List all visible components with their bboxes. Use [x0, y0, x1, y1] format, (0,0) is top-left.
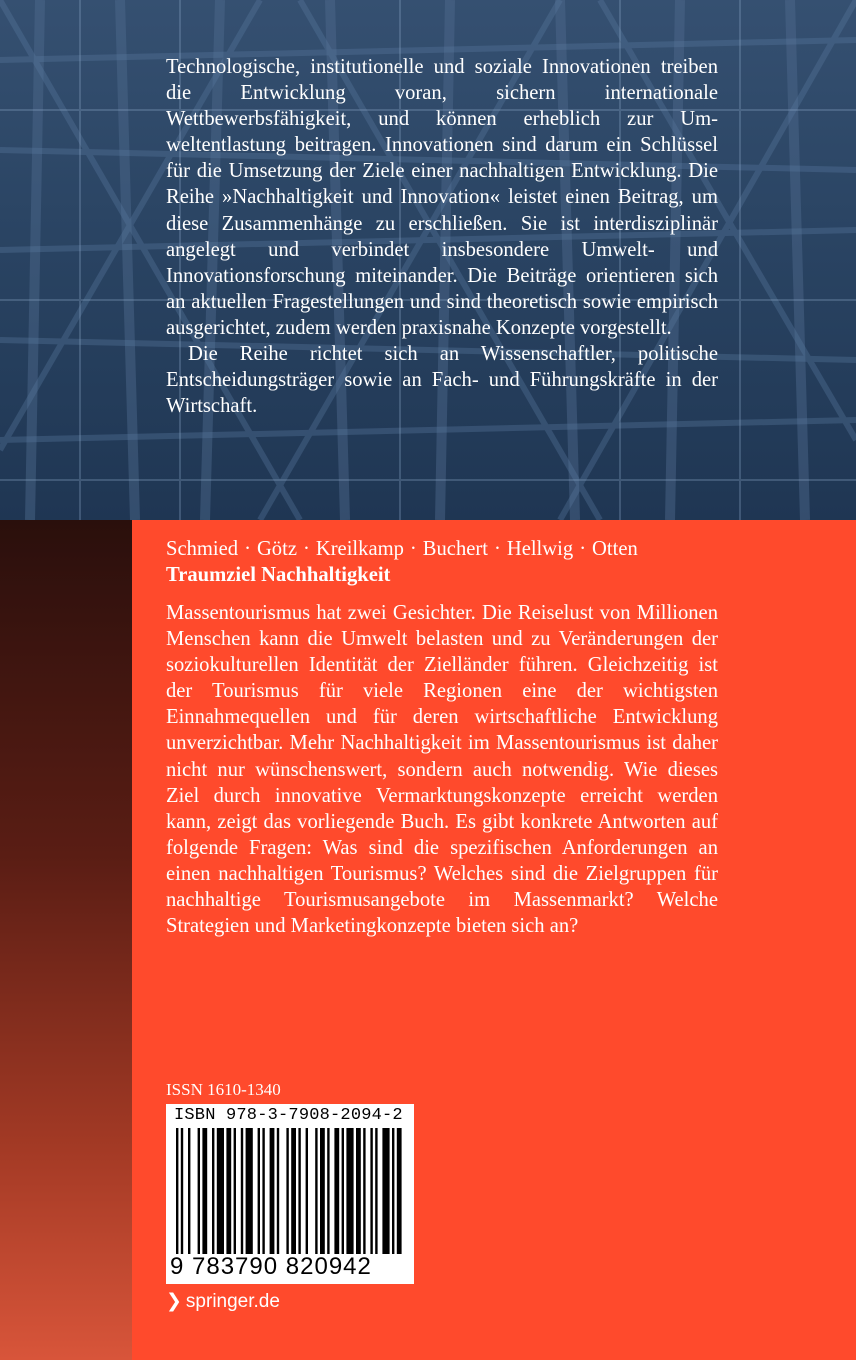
publisher-link[interactable]	[166, 1290, 280, 1314]
barcode-bar	[262, 1128, 264, 1254]
isbn-text: ISBN 978-3-7908-2094-2	[174, 1106, 403, 1125]
chevron-right-icon: ❯	[166, 1291, 182, 1312]
author-name: Otten	[592, 538, 638, 560]
series-description	[166, 54, 718, 419]
barcode-bar	[334, 1128, 339, 1254]
barcode-bar	[217, 1128, 224, 1254]
barcode-bar	[212, 1128, 214, 1254]
barcode-bar	[397, 1128, 402, 1254]
barcode-bar	[176, 1128, 178, 1254]
barcode-bar	[298, 1128, 300, 1254]
barcode-bar	[181, 1128, 183, 1254]
author-name: Buchert	[422, 538, 488, 560]
barcode-bar	[370, 1128, 372, 1254]
author-separator: ·	[493, 538, 501, 560]
barcode-bars	[174, 1128, 406, 1254]
barcode-bar	[241, 1128, 243, 1254]
barcode-bar	[188, 1128, 190, 1254]
author-name: Kreilkamp	[315, 538, 404, 560]
barcode-bar	[270, 1128, 275, 1254]
author-name: Hellwig	[506, 538, 574, 560]
barcode-bar	[277, 1128, 279, 1254]
series-panel	[0, 0, 856, 520]
barcode-bar	[375, 1128, 377, 1254]
barcode-bar	[234, 1128, 236, 1254]
barcode-bar	[346, 1128, 353, 1254]
barcode-label	[166, 1104, 414, 1284]
author-separator: ·	[579, 538, 587, 560]
author-name: Schmied	[166, 538, 239, 560]
barcode-bar	[258, 1128, 260, 1254]
barcode-bar	[382, 1128, 389, 1254]
barcode-bar	[202, 1128, 207, 1254]
barcode-bar	[246, 1128, 253, 1254]
publisher-url: springer.de	[185, 1291, 280, 1312]
issn-label: ISSN 1610-1340	[166, 1080, 281, 1099]
barcode-bar	[306, 1128, 308, 1254]
ean-digits: 9 783790 820942	[170, 1253, 372, 1280]
barcode-bar	[226, 1128, 231, 1254]
book-description	[166, 600, 718, 939]
barcode-bar	[392, 1128, 394, 1254]
barcode-bar	[286, 1128, 288, 1254]
barcode-bar	[198, 1128, 200, 1254]
barcode-bar	[342, 1128, 344, 1254]
book-title: Traumziel Nachhaltigkeit	[166, 564, 391, 586]
series-paragraph-1: Technologische, institutionelle und soziale Innovationen treiben die Entwicklung voran, sichern internationale Wettbewerbsfähigkeit, und können erheblich zur Umweltentlastung beitragen. Innovationen sind darum ein Schlüssel für die Umsetzung der Ziele einer nachhaltigen Entwicklung. Die Reihe »Nachhaltigkeit und Innovation« leistet einen Beitrag, um diese Zusammenhänge zu erschließen. Sie ist interdisziplinär angelegt und verbindet insbesondere Umwelt- und Innovationsforschung miteinander. Die Beiträge orientieren sich an aktuellen Fragestellungen und sind theoretisch sowie empirisch ausgerichtet, zudem werden praxisnahe Konzepte vorgestellt.	[166, 56, 718, 339]
author-separator: ·	[244, 538, 251, 560]
author-separator: ·	[302, 538, 310, 560]
spine-gradient-strip	[0, 520, 132, 1360]
barcode-bar	[356, 1128, 361, 1254]
barcode-bar	[291, 1128, 296, 1254]
barcode-bar	[320, 1128, 325, 1254]
author-name: Götz	[256, 538, 297, 560]
series-paragraph-2: Die Reihe richtet sich an Wissenschaftler, politische Entscheidungsträger sowie an Fach- und Führungskräfte in der Wirtschaft.	[166, 343, 718, 418]
barcode-bar	[363, 1128, 365, 1254]
author-separator: ·	[409, 538, 417, 560]
book-description-text: Massentourismus hat zwei Gesichter. Die Reiselust von Millionen Menschen kann die Umwelt belasten und zu Veränderungen der soziokulturellen Identität der Zielländer führen. Gleichzeitig ist der Tourismus für viele Regionen eine der wichtigsten Einnahmequellen und für deren wirtschaftliche Entwicklung unverzichtbar. Mehr Nachhaltigkeit im Massentourismus ist daher nicht nur wünschenswert, sondern auch notwendig. Wie dieses Ziel durch innovative Vermarktungskonzepte erreicht werden kann, zeigt das vorliegende Buch. Es gibt konkrete Antworten auf folgende Fragen: Was sind die spezifischen Anforderungen an einen nachhaltigen Tourismus? Welches sind die Zielgruppen für nachhaltige Tourismusangebote im Massenmarkt? Welche Strategien und Marketingkonzepte bieten sich an?	[166, 602, 718, 938]
barcode-bar	[315, 1128, 317, 1254]
author-list	[166, 536, 726, 562]
barcode-bar	[327, 1128, 329, 1254]
